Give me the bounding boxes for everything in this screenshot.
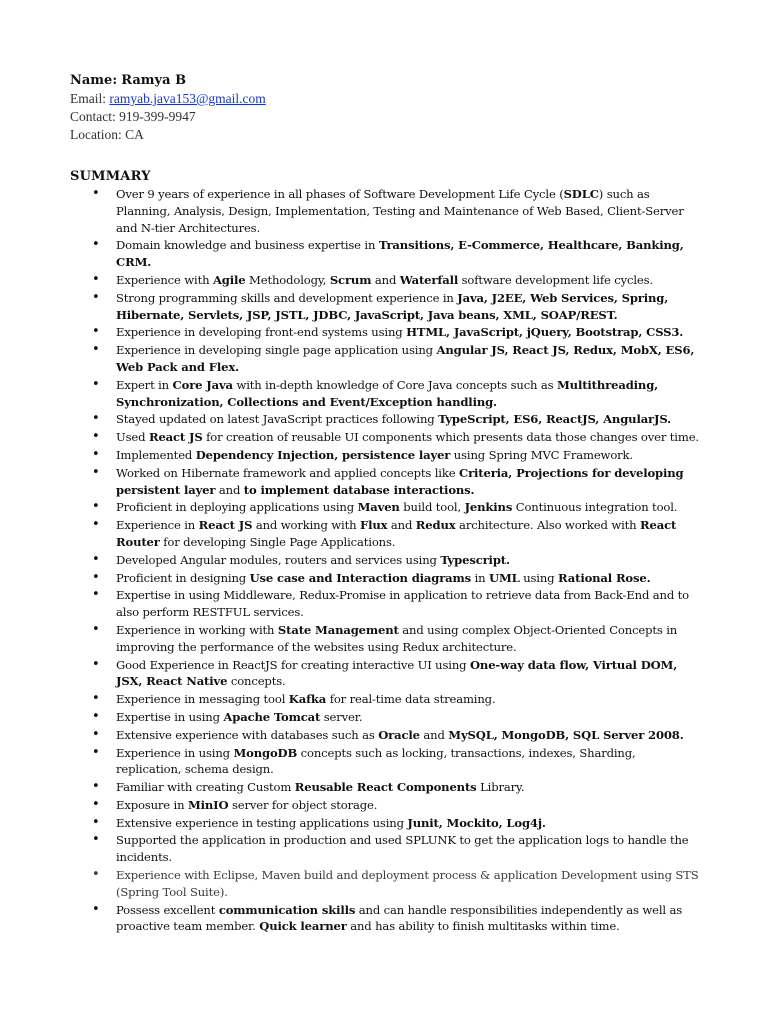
summary-item-text: and can handle responsibilities independently as well as proactive team member. xyxy=(116,902,683,934)
summary-item xyxy=(70,902,700,936)
summary-item-text: Scrum xyxy=(329,272,372,287)
summary-item-text: UML xyxy=(489,570,520,585)
summary-item-text: Proficient in deploying applications using xyxy=(116,500,358,515)
summary-item-text: and has ability to finish multitasks within time. xyxy=(346,919,620,934)
summary-item-text: Expert in xyxy=(116,377,173,392)
summary-item-text: and xyxy=(215,482,244,497)
summary-item-text: Typescript. xyxy=(440,552,510,567)
summary-item-text: MySQL, MongoDB, SQL Server 2008. xyxy=(448,727,684,742)
summary-item-text: Jenkins xyxy=(464,500,513,515)
summary-item-text: Experience in messaging tool xyxy=(116,692,289,707)
summary-item xyxy=(70,691,700,708)
summary-item-text: Proficient in designing xyxy=(116,570,250,585)
summary-item-text: to implement database interactions. xyxy=(243,482,475,497)
summary-item-text: and xyxy=(387,518,416,533)
summary-item-text: Experience in developing single page application using xyxy=(116,343,437,358)
summary-item-text: Dependency Injection, persistence layer xyxy=(195,447,451,462)
summary-item-text: Agile xyxy=(212,272,246,287)
summary-item-text: React Router xyxy=(116,518,677,549)
summary-item-text: Quick learner xyxy=(259,919,347,934)
location: Location: CA xyxy=(70,127,144,142)
summary-item-text: Used xyxy=(116,430,149,445)
summary-item-text: React JS xyxy=(198,518,253,533)
summary-item-text: Methodology, xyxy=(245,272,330,287)
summary-item xyxy=(70,867,700,901)
summary-item-text: and xyxy=(419,727,449,742)
summary-item xyxy=(70,272,700,289)
summary-item-text: for real-time data streaming. xyxy=(326,692,496,707)
summary-item xyxy=(70,342,700,376)
summary-item-text: Rational Rose. xyxy=(558,570,651,585)
summary-item-text: Strong programming skills and development experience in xyxy=(116,290,458,305)
email-label: Email: xyxy=(70,91,106,106)
name-label: Name: xyxy=(70,73,118,88)
summary-item-text: Experience in developing front-end systems using xyxy=(116,325,407,340)
summary-item-text: React JS xyxy=(148,430,203,445)
email-line xyxy=(70,90,266,108)
summary-item-text: Use case and Interaction diagrams xyxy=(249,570,472,585)
summary-item-text: build tool, xyxy=(399,500,465,515)
summary-item xyxy=(70,411,700,428)
contact-phone: Contact: 919-399-9947 xyxy=(70,109,196,124)
summary-item xyxy=(70,429,700,446)
summary-item-text: concepts. xyxy=(227,674,286,689)
summary-item xyxy=(70,324,700,341)
summary-item-text: Possess excellent xyxy=(116,902,219,917)
summary-item-text: Library. xyxy=(476,780,525,795)
summary-item-text: concepts such as locking, transactions, indexes, Sharding, replication, schema design. xyxy=(116,745,636,777)
summary-item-text: Apache Tomcat xyxy=(223,709,321,724)
summary-item-text: Waterfall xyxy=(399,272,459,287)
summary-item-text: server. xyxy=(320,709,363,724)
summary-item xyxy=(70,290,700,324)
summary-item-text: and xyxy=(371,272,400,287)
summary-item-text: Exposure in xyxy=(116,797,188,812)
summary-item-text: Transitions, E-Commerce, Healthcare, Banking, CRM. xyxy=(116,238,684,270)
summary-item-text: Continuous integration tool. xyxy=(512,500,678,515)
summary-item-text: with in-depth knowledge of Core Java concepts such as xyxy=(232,377,557,392)
summary-item-text: State Management xyxy=(277,622,399,637)
summary-item-text: Expertise in using xyxy=(116,709,224,724)
summary-item xyxy=(70,465,700,499)
summary-item-text: Experience in xyxy=(116,518,199,533)
summary-item-text: Multithreading, Synchronization, Collections and Event/Exception handling. xyxy=(116,377,659,409)
summary-item-text: Junit, Mockito, Log4j. xyxy=(407,815,546,830)
summary-item xyxy=(70,447,700,464)
summary-item-text: Criteria, Projections for developing persistent layer xyxy=(116,465,684,497)
summary-item-text: Extensive experience with databases such as xyxy=(116,727,379,742)
summary-item-text: HTML, JavaScript, jQuery, Bootstrap, CSS3. xyxy=(406,325,684,340)
summary-item-text: Supported the application in production and used SPLUNK to get the application logs to handle the incidents. xyxy=(116,833,689,865)
summary-item xyxy=(70,570,700,587)
summary-item-text: Oracle xyxy=(378,727,420,742)
summary-item-text: Expertise in using Middleware, Redux-Promise in application to retrieve data from Back-End and to also perform RESTFUL services. xyxy=(116,588,689,620)
summary-item-text: and using complex Object-Oriented Concepts in improving the performance of the websites using Redux architecture. xyxy=(116,622,678,654)
summary-item-text: Implemented xyxy=(116,447,196,462)
summary-item-text: MongoDB xyxy=(233,745,298,760)
summary-item xyxy=(70,779,700,796)
summary-item-text: Worked on Hibernate framework and applied concepts like xyxy=(116,465,459,480)
summary-item-text: Experience in working with xyxy=(116,622,278,637)
summary-item-text: Over 9 years of experience in all phases of Software Development Life Cycle ( xyxy=(116,187,564,201)
summary-item-text: Experience with Eclipse, Maven build and deployment process & application Development using STS (Spring Tool Suite). xyxy=(116,868,699,899)
summary-item-text: Redux xyxy=(415,518,456,533)
summary-item-text: SDLC xyxy=(563,187,599,201)
summary-item-text: Maven xyxy=(357,500,400,515)
summary-item xyxy=(70,832,700,866)
email-link[interactable]: ramyab.java153@gmail.com xyxy=(109,91,266,106)
summary-item xyxy=(70,727,700,744)
summary-item xyxy=(70,587,700,621)
summary-item-text: and working with xyxy=(252,518,360,533)
summary-item xyxy=(70,815,700,832)
summary-item xyxy=(70,797,700,814)
summary-item-text: for creation of reusable UI components which presents data those changes over time. xyxy=(202,430,699,445)
summary-heading: SUMMARY xyxy=(70,169,151,184)
summary-item-text: Good Experience in ReactJS for creating interactive UI using xyxy=(116,657,470,672)
summary-item xyxy=(70,745,700,779)
contact-block xyxy=(70,72,266,144)
summary-item-text: ) such as Planning, Analysis, Design, Implementation, Testing and Maintenance of Web Based, Client-Server and N-tier Architectures. xyxy=(116,187,684,235)
name-line xyxy=(70,72,266,90)
summary-item xyxy=(70,517,700,551)
summary-item-text: Angular JS, React JS, Redux, MobX, ES6, Web Pack and Flex. xyxy=(116,343,695,374)
summary-item-text: communication skills xyxy=(218,902,356,917)
summary-item xyxy=(70,186,700,236)
summary-item xyxy=(70,237,700,271)
summary-item-text: using xyxy=(519,570,558,585)
summary-item-text: Stayed updated on latest JavaScript practices following xyxy=(116,412,439,427)
summary-item-text: TypeScript, ES6, ReactJS, AngularJS. xyxy=(438,412,672,427)
summary-item xyxy=(70,709,700,726)
summary-item xyxy=(70,552,700,569)
summary-item-text: Extensive experience in testing applications using xyxy=(116,815,408,830)
summary-item-text: for developing Single Page Applications. xyxy=(159,534,396,549)
summary-item xyxy=(70,622,700,656)
summary-item-text: One-way data flow, Virtual DOM, JSX, React Native xyxy=(116,657,678,689)
summary-item-text: using Spring MVC Framework. xyxy=(450,447,633,462)
summary-item-text: Reusable React Components xyxy=(294,780,477,795)
summary-item-text: architecture. Also worked with xyxy=(455,518,641,533)
summary-item-text: MinIO xyxy=(187,797,229,812)
summary-item-text: Kafka xyxy=(288,692,327,707)
summary-item-text: Developed Angular modules, routers and services using xyxy=(116,552,441,567)
name-value: Ramya B xyxy=(121,73,187,88)
summary-item xyxy=(70,499,700,516)
summary-item-text: Familiar with creating Custom xyxy=(116,780,295,795)
summary-list xyxy=(70,186,700,936)
summary-item-text: Java, J2EE, Web Services, Spring, Hibernate, Servlets, JSP, JSTL, JDBC, JavaScript, Java beans, XML, SOAP/REST. xyxy=(116,290,669,322)
summary-item xyxy=(70,657,700,691)
summary-item-text: software development life cycles. xyxy=(458,272,653,287)
summary-item-text: Flux xyxy=(359,518,388,533)
summary-item xyxy=(70,377,700,411)
summary-item-text: in xyxy=(471,570,489,585)
summary-item-text: Core Java xyxy=(172,377,233,392)
summary-item-text: server for object storage. xyxy=(228,797,378,812)
summary-item-text: Experience with xyxy=(116,272,213,287)
summary-item-text: Domain knowledge and business expertise in xyxy=(116,238,379,253)
summary-item-text: Experience in using xyxy=(116,745,234,760)
